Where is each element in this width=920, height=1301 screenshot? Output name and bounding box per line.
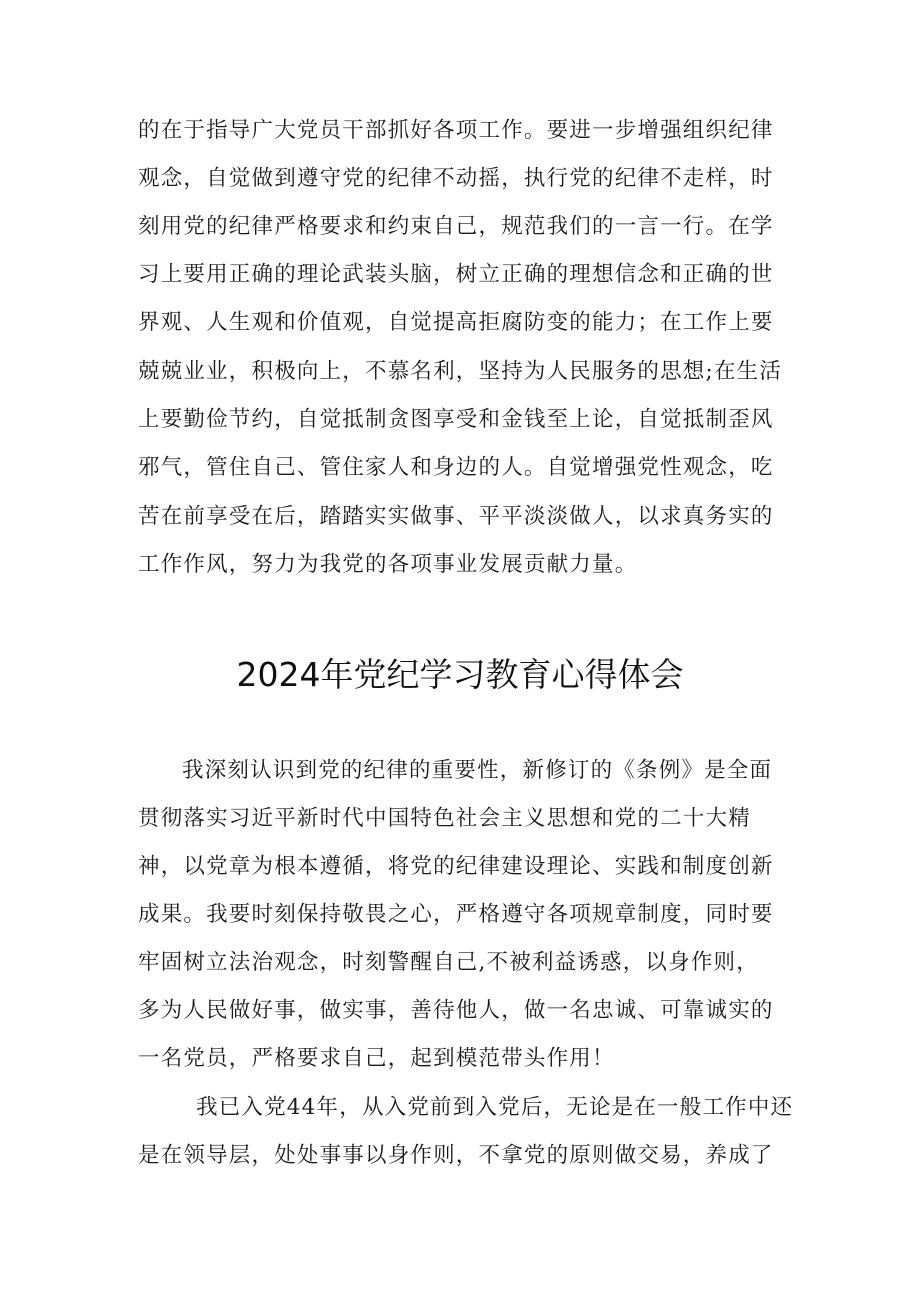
- body-text-line: 刻用党的纪律严格要求和约束自己，规范我们的一言一行。在学: [138, 214, 774, 239]
- body-text-line: 贯彻落实习近平新时代中国特色社会主义思想和党的二十大精: [138, 806, 751, 831]
- body-text-line: 多为人民做好事，做实事，善待他人，做一名忠诚、可靠诚实的: [138, 998, 774, 1023]
- body-text-line: 界观、人生观和价值观，自觉提高拒腐防变的能力；在工作上要: [138, 310, 774, 335]
- page-title: 2024年党纪学习教育心得体会: [236, 655, 684, 694]
- body-text-line: 工作作风，努力为我党的各项事业发展贡献力量。: [138, 552, 638, 577]
- body-text-line: 邪气，管住自己、管住家人和身边的人。自觉增强党性观念，吃: [138, 455, 774, 480]
- body-text-line: 上要勤俭节约，自觉抵制贪图享受和金钱至上论，自觉抵制歪风: [138, 407, 774, 432]
- body-text-line: 牢固树立法治观念，时刻警醒自己,不被利益诱惑，以身作则，: [138, 950, 759, 975]
- body-text-line: 一名党员，严格要求自己，起到模范带头作用！: [138, 1046, 615, 1071]
- body-text-line: 成果。我要时刻保持敬畏之心，严格遵守各项规章制度，同时要: [138, 902, 774, 927]
- body-text-line: 神，以党章为根本遵循，将党的纪律建设理论、实践和制度创新: [138, 854, 774, 879]
- body-text-line: 兢兢业业，积极向上，不慕名利，坚持为人民服务的思想;在生活: [138, 359, 783, 384]
- body-text-line: 是在领导层，处处事事以身作则，不拿党的原则做交易，养成了: [138, 1143, 774, 1168]
- body-text-line: 我已入党44年，从入党前到入党后，无论是在一般工作中还: [196, 1095, 794, 1120]
- body-text-line: 习上要用正确的理论武装头脑，树立正确的理想信念和正确的世: [138, 262, 774, 287]
- body-text-line: 苦在前享受在后，踏踏实实做事、平平淡淡做人，以求真务实的: [138, 504, 774, 529]
- body-text-line: 的在于指导广大党员干部抓好各项工作。要进一步增强组织纪律: [138, 118, 774, 143]
- body-text-line: 我深刻认识到党的纪律的重要性，新修订的《条例》是全面: [182, 758, 773, 783]
- body-text-line: 观念，自觉做到遵守党的纪律不动摇，执行党的纪律不走样，时: [138, 166, 774, 191]
